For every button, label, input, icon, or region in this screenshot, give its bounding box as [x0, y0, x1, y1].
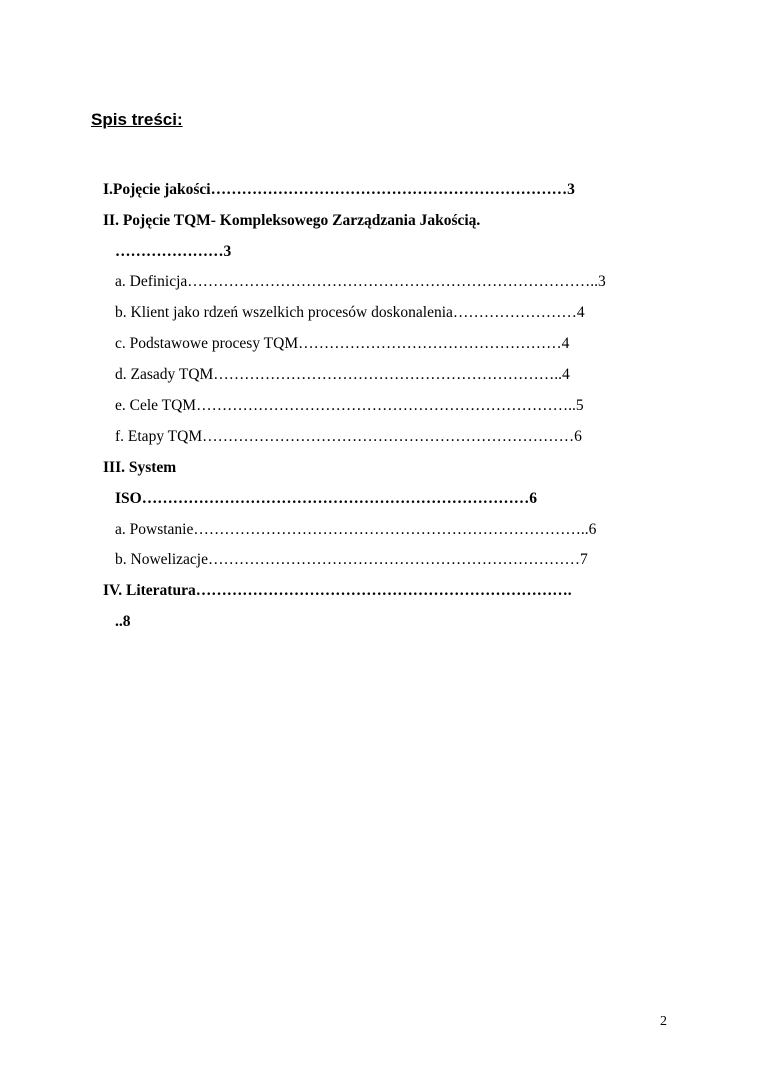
- toc-subentry-a-iso: a. Powstanie…………………………………………………………………..6: [115, 521, 597, 538]
- toc-subentry-d: d. Zasady TQM…………………………………………………………..4: [115, 366, 570, 383]
- toc-subentry-a: a. Definicja……………………………………………………………………..3: [115, 273, 606, 290]
- toc-subentry-b-iso: b. Nowelizacje………………………………………………………………7: [115, 551, 588, 568]
- toc-entry-2-continuation: …………………3: [115, 243, 232, 260]
- toc-title: Spis treści:: [91, 110, 183, 129]
- toc-subentry-e: e. Cele TQM………………………………………………………………..5: [115, 397, 584, 414]
- toc-entry-4-continuation: ..8: [115, 613, 131, 630]
- toc-entry-4: IV. Literatura……………………………………………………………….: [103, 582, 572, 599]
- toc-entry-3: III. System: [103, 459, 177, 476]
- toc-subentry-f: f. Etapy TQM………………………………………………………………6: [115, 428, 582, 445]
- toc-subentry-b: b. Klient jako rdzeń wszelkich procesów doskonalenia……………………4: [115, 304, 585, 321]
- toc-entry-3-continuation: ISO…………………………………………………………………6: [115, 490, 537, 507]
- page-number: 2: [660, 1014, 667, 1029]
- toc-entry-2: II. Pojęcie TQM- Kompleksowego Zarządzania Jakością.: [103, 212, 481, 229]
- toc-subentry-c: c. Podstawowe procesy TQM……………………………………………4: [115, 335, 570, 352]
- toc-entry-1: I.Pojęcie jakości……………………………………………………………3: [103, 181, 575, 198]
